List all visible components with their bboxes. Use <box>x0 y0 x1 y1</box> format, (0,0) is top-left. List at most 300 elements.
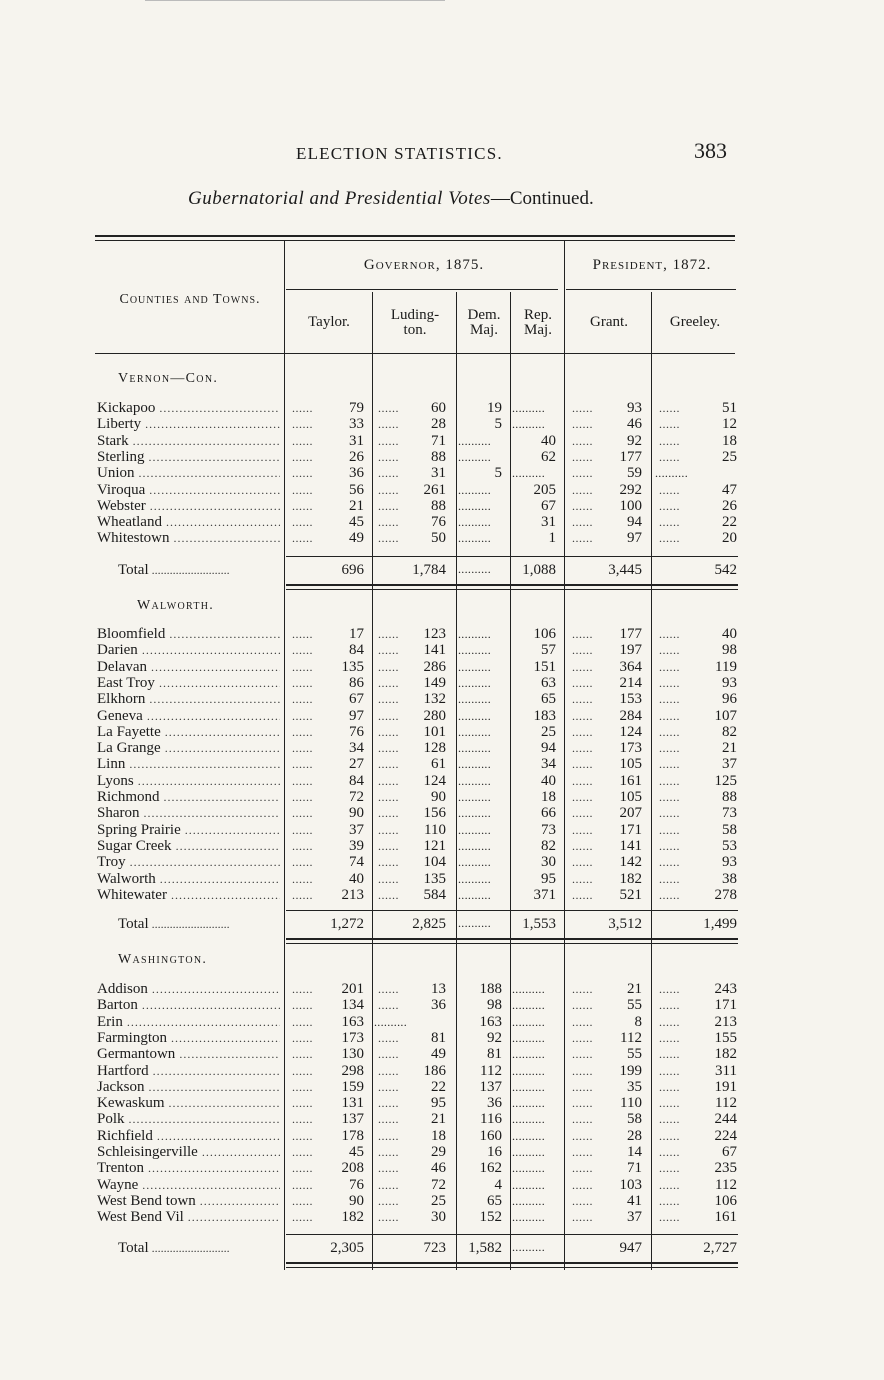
cell-ludington: ...... 88 <box>374 498 446 514</box>
cell-rep: 18 <box>541 789 556 805</box>
cell-dem: 65 <box>487 1192 502 1209</box>
cell-dem-empty: .......... <box>458 708 491 723</box>
cell-taylor: ...... 173 <box>288 1030 364 1046</box>
table-row <box>0 691 884 707</box>
cell-greeley: ...... 93 <box>655 854 737 870</box>
header-ludington-line1: Luding- <box>390 307 440 323</box>
section-end-rule <box>286 584 738 587</box>
cell-grant: ...... 28 <box>568 1128 642 1144</box>
table-row <box>0 854 884 870</box>
cell-ludington: ...... 76 <box>374 514 446 530</box>
president-header: President, 1872. <box>592 257 712 273</box>
town-name: Whitestown ..... <box>97 530 280 546</box>
cell-taylor: ...... 21 <box>288 498 364 514</box>
cell-greeley: ...... 51 <box>655 400 737 416</box>
cell-rep-empty: .......... <box>512 1096 545 1111</box>
town-name: Bloomfield ..... <box>97 626 280 642</box>
cell-ludington: ...... 28 <box>374 416 446 432</box>
cell-dem-empty: .......... <box>458 806 491 821</box>
cell-dem: 160 <box>479 1127 502 1144</box>
town-name: Germantown ..... <box>97 1046 280 1062</box>
town-name: Sharon ..... <box>97 805 280 821</box>
table-row <box>0 1030 884 1046</box>
table-row <box>0 400 884 416</box>
page-number: 383 <box>694 138 727 163</box>
cell-rep-empty: .......... <box>512 1128 545 1143</box>
cell-greeley: ...... 112 <box>655 1095 737 1111</box>
table-row <box>0 530 884 546</box>
total-row <box>0 916 884 934</box>
total-rule <box>286 1234 738 1235</box>
top-edge-rule <box>145 0 445 3</box>
cell-taylor: ...... 49 <box>288 530 364 546</box>
cell-dem-empty: .......... <box>458 627 491 641</box>
cell-dem: 92 <box>487 1029 502 1046</box>
cell-dem: 188 <box>479 981 502 997</box>
cell-taylor: ...... 86 <box>288 675 364 691</box>
cell-greeley: ...... 243 <box>655 981 737 997</box>
cell-rep: 25 <box>541 723 556 740</box>
table-row <box>0 1046 884 1062</box>
table-row <box>0 514 884 530</box>
cell-ludington: ...... 49 <box>374 1046 446 1062</box>
total-rule <box>286 556 738 557</box>
cell-ludington: ...... 72 <box>374 1177 446 1193</box>
table-row <box>0 756 884 772</box>
cell-taylor: ...... 76 <box>288 1177 364 1193</box>
cell-grant: ...... 153 <box>568 691 642 707</box>
table-row <box>0 1209 884 1225</box>
section-end-rule <box>286 1262 738 1265</box>
town-name: Union ..... <box>97 465 280 481</box>
total-dem-empty: .......... <box>458 916 491 930</box>
cell-dem-empty: .......... <box>458 531 491 546</box>
cell-rep: 73 <box>541 821 556 838</box>
governor-header: Governor, 1875. <box>363 257 485 273</box>
cell-rep-empty: .......... <box>512 401 545 415</box>
table-row <box>0 1014 884 1030</box>
cell-taylor: ...... 45 <box>288 514 364 530</box>
town-name: Addison ..... <box>97 981 280 997</box>
cell-taylor: ...... 45 <box>288 1144 364 1160</box>
cell-ludington: ...... 186 <box>374 1063 446 1079</box>
cell-greeley: ...... 73 <box>655 805 737 821</box>
table-row <box>0 1063 884 1079</box>
section-heading: Vernon—Con. <box>118 371 219 386</box>
table-row <box>0 1144 884 1160</box>
cell-greeley: ...... 93 <box>655 675 737 691</box>
cell-greeley: ...... 18 <box>655 433 737 449</box>
cell-taylor: ...... 84 <box>288 642 364 658</box>
table-row <box>0 871 884 887</box>
cell-ludington: ...... 30 <box>374 1209 446 1225</box>
town-name: Viroqua ..... <box>97 482 280 498</box>
total-ludington: 723 <box>423 1240 446 1256</box>
cell-taylor: ...... 40 <box>288 871 364 887</box>
cell-ludington: ...... 13 <box>374 981 446 997</box>
cell-rep-empty: .......... <box>512 466 545 481</box>
table-row <box>0 465 884 481</box>
cell-rep: 30 <box>541 854 556 871</box>
cell-taylor: ...... 298 <box>288 1063 364 1079</box>
town-name: East Troy ..... <box>97 675 280 691</box>
table-row <box>0 1095 884 1111</box>
town-name: Wheatland ..... <box>97 514 280 530</box>
cell-greeley: ...... 88 <box>655 789 737 805</box>
cell-rep-empty: .......... <box>512 998 545 1013</box>
table-row <box>0 642 884 658</box>
cell-ludington: ...... 286 <box>374 659 446 675</box>
cell-ludington: ...... 110 <box>374 822 446 838</box>
cell-grant: ...... 124 <box>568 724 642 740</box>
table-row <box>0 887 884 903</box>
cell-dem-empty: .......... <box>458 433 491 448</box>
cell-taylor: ...... 137 <box>288 1111 364 1127</box>
cell-dem-empty: .......... <box>458 724 491 739</box>
cell-taylor: ...... 79 <box>288 400 364 416</box>
cell-grant: ...... 14 <box>568 1144 642 1160</box>
cell-taylor: ...... 27 <box>288 756 364 772</box>
cell-ludington-empty: .......... <box>374 1014 407 1029</box>
cell-taylor: ...... 208 <box>288 1160 364 1176</box>
cell-greeley: ...... 40 <box>655 626 737 642</box>
cell-taylor: ...... 67 <box>288 691 364 707</box>
cell-taylor: ...... 72 <box>288 789 364 805</box>
town-name: Elkhorn ..... <box>97 691 280 707</box>
total-greeley: 1,499 <box>703 916 737 932</box>
total-grant: 947 <box>619 1240 642 1256</box>
cell-rep: 151 <box>533 658 556 675</box>
cell-rep-empty: .......... <box>512 1145 545 1159</box>
header-dem-line2: Maj. <box>470 322 498 338</box>
cell-dem: 5 <box>494 465 502 482</box>
cell-greeley: ...... 224 <box>655 1128 737 1144</box>
cell-greeley: ...... 67 <box>655 1144 737 1160</box>
cell-greeley: ...... 161 <box>655 1209 737 1225</box>
total-label: Total ..... <box>118 562 278 579</box>
cell-grant: ...... 171 <box>568 822 642 838</box>
cell-dem: 16 <box>487 1144 502 1160</box>
cell-ludington: ...... 156 <box>374 805 446 821</box>
cell-rep: 205 <box>533 481 556 498</box>
town-name: Trenton ..... <box>97 1160 280 1176</box>
cell-dem-empty: .......... <box>458 773 491 788</box>
town-name: Richmond ..... <box>97 789 280 805</box>
cell-greeley: ...... 82 <box>655 724 737 740</box>
header-greeley: Greeley. <box>669 314 721 330</box>
table-row <box>0 1128 884 1144</box>
cell-ludington: ...... 149 <box>374 675 446 691</box>
table-row <box>0 1079 884 1095</box>
cell-rep: 57 <box>541 642 556 659</box>
cell-greeley: ...... 21 <box>655 740 737 756</box>
cell-grant: ...... 55 <box>568 1046 642 1062</box>
cell-ludington: ...... 81 <box>374 1030 446 1046</box>
header-bottom-rule <box>95 353 735 354</box>
cell-ludington: ...... 261 <box>374 482 446 498</box>
table-row <box>0 708 884 724</box>
cell-taylor: ...... 159 <box>288 1079 364 1095</box>
table-row <box>0 433 884 449</box>
cell-grant: ...... 46 <box>568 416 642 432</box>
cell-taylor: ...... 134 <box>288 997 364 1013</box>
cell-grant: ...... 21 <box>568 981 642 997</box>
cell-greeley: ...... 47 <box>655 482 737 498</box>
cell-grant: ...... 173 <box>568 740 642 756</box>
total-taylor: 2,305 <box>330 1240 364 1256</box>
table-subtitle <box>188 188 594 210</box>
town-name: Hartford ..... <box>97 1063 280 1079</box>
cell-taylor: ...... 90 <box>288 805 364 821</box>
table-row <box>0 449 884 465</box>
table-row <box>0 498 884 514</box>
cell-rep: 67 <box>541 497 556 514</box>
cell-grant: ...... 55 <box>568 997 642 1013</box>
cell-taylor: ...... 26 <box>288 449 364 465</box>
cell-ludington: ...... 584 <box>374 887 446 903</box>
header-grant: Grant. <box>590 314 628 330</box>
cell-dem-empty: .......... <box>458 871 491 886</box>
cell-ludington: ...... 280 <box>374 708 446 724</box>
table-row <box>0 997 884 1013</box>
town-name: Wayne ..... <box>97 1177 280 1193</box>
town-name: La Fayette ..... <box>97 724 280 740</box>
cell-grant: ...... 105 <box>568 756 642 772</box>
cell-greeley: ...... 20 <box>655 530 737 546</box>
stub-header: Counties and Towns. <box>119 292 261 307</box>
cell-taylor: ...... 178 <box>288 1128 364 1144</box>
cell-grant: ...... 71 <box>568 1160 642 1176</box>
town-name: Darien ..... <box>97 642 280 658</box>
total-greeley: 2,727 <box>703 1240 737 1256</box>
cell-dem: 36 <box>487 1095 502 1112</box>
cell-ludington: ...... 46 <box>374 1160 446 1176</box>
cell-dem-empty: .......... <box>458 692 491 707</box>
cell-grant: ...... 182 <box>568 871 642 887</box>
total-ludington: 1,784 <box>412 562 446 578</box>
header-rep-line1: Rep. <box>524 307 552 323</box>
cell-greeley: ...... 119 <box>655 659 737 675</box>
town-name: Webster ..... <box>97 498 280 514</box>
town-name: Sterling ..... <box>97 449 280 465</box>
cell-dem: 163 <box>479 1013 502 1030</box>
cell-rep: 95 <box>541 870 556 887</box>
cell-dem-empty: .......... <box>458 515 491 530</box>
town-name: Delavan ..... <box>97 659 280 675</box>
section-heading: Walworth. <box>137 598 215 613</box>
town-name: Troy ..... <box>97 854 280 870</box>
cell-ludington: ...... 29 <box>374 1144 446 1160</box>
cell-rep: 62 <box>541 448 556 465</box>
cell-greeley: ...... 107 <box>655 708 737 724</box>
total-rep: 1,553 <box>522 916 556 932</box>
cell-taylor: ...... 163 <box>288 1014 364 1030</box>
cell-greeley: ...... 311 <box>655 1063 737 1079</box>
town-name: Polk ..... <box>97 1111 280 1127</box>
cell-rep-empty: .......... <box>512 1177 545 1192</box>
cell-grant: ...... 142 <box>568 854 642 870</box>
cell-ludington: ...... 31 <box>374 465 446 481</box>
cell-rep: 65 <box>541 691 556 708</box>
total-label: Total ..... <box>118 916 278 933</box>
cell-taylor: ...... 135 <box>288 659 364 675</box>
cell-greeley: ...... 125 <box>655 773 737 789</box>
cell-grant: ...... 35 <box>568 1079 642 1095</box>
table-row <box>0 773 884 789</box>
total-ludington: 2,825 <box>412 916 446 932</box>
table-row <box>0 1111 884 1127</box>
table-row <box>0 789 884 805</box>
cell-grant: ...... 94 <box>568 514 642 530</box>
cell-dem-empty: .......... <box>458 675 491 690</box>
cell-rep: 40 <box>541 432 556 449</box>
table-top-rule <box>95 235 735 238</box>
cell-grant: ...... 100 <box>568 498 642 514</box>
cell-ludington: ...... 132 <box>374 691 446 707</box>
cell-dem: 137 <box>479 1078 502 1095</box>
cell-greeley: ...... 38 <box>655 871 737 887</box>
cell-rep: 31 <box>541 514 556 531</box>
cell-dem-empty: .......... <box>458 757 491 772</box>
total-taylor: 1,272 <box>330 916 364 932</box>
cell-ludington: ...... 141 <box>374 642 446 658</box>
cell-rep: 94 <box>541 740 556 757</box>
town-name: Sugar Creek ..... <box>97 838 280 854</box>
total-rep-empty: .......... <box>512 1240 545 1254</box>
town-name: Geneva ..... <box>97 708 280 724</box>
cell-grant: ...... 199 <box>568 1063 642 1079</box>
cell-taylor: ...... 201 <box>288 981 364 997</box>
cell-taylor: ...... 17 <box>288 626 364 642</box>
cell-taylor: ...... 84 <box>288 773 364 789</box>
cell-dem: 112 <box>480 1062 502 1079</box>
cell-grant: ...... 364 <box>568 659 642 675</box>
president-group-rule <box>566 289 736 290</box>
cell-ludington: ...... 88 <box>374 449 446 465</box>
cell-ludington: ...... 36 <box>374 997 446 1013</box>
cell-ludington: ...... 95 <box>374 1095 446 1111</box>
cell-grant: ...... 97 <box>568 530 642 546</box>
header-dem-line1: Dem. <box>467 307 501 323</box>
cell-dem-empty: .......... <box>458 659 491 674</box>
cell-ludington: ...... 135 <box>374 871 446 887</box>
cell-grant: ...... 292 <box>568 482 642 498</box>
town-name: West Bend town ..... <box>97 1193 280 1209</box>
town-name: Spring Prairie ..... <box>97 822 280 838</box>
cell-rep: 63 <box>541 674 556 691</box>
cell-greeley: ...... 53 <box>655 838 737 854</box>
cell-greeley: ...... 278 <box>655 887 737 903</box>
subtitle-rest: —Continued. <box>490 188 594 209</box>
cell-grant: ...... 105 <box>568 789 642 805</box>
cell-greeley: ...... 25 <box>655 449 737 465</box>
header-rep-line2: Maj. <box>524 322 552 338</box>
header-rep-maj <box>512 308 564 338</box>
total-label: Total ..... <box>118 1240 278 1257</box>
cell-grant: ...... 521 <box>568 887 642 903</box>
section-end-rule <box>286 938 738 941</box>
table-row <box>0 626 884 642</box>
cell-dem-empty: .......... <box>458 838 491 853</box>
table-row <box>0 482 884 498</box>
cell-grant: ...... 41 <box>568 1193 642 1209</box>
total-dem: 1,582 <box>468 1240 502 1256</box>
total-dem-empty: .......... <box>458 562 491 576</box>
cell-greeley: ...... 244 <box>655 1111 737 1127</box>
cell-taylor: ...... 37 <box>288 822 364 838</box>
cell-grant: ...... 59 <box>568 465 642 481</box>
cell-ludington: ...... 71 <box>374 433 446 449</box>
cell-grant: ...... 58 <box>568 1111 642 1127</box>
cell-rep-empty: .......... <box>512 1079 545 1094</box>
town-name: Farmington ..... <box>97 1030 280 1046</box>
cell-grant: ...... 161 <box>568 773 642 789</box>
cell-ludington: ...... 60 <box>374 400 446 416</box>
cell-grant: ...... 8 <box>568 1014 642 1030</box>
cell-rep-empty: .......... <box>512 417 545 432</box>
header-taylor: Taylor. <box>308 314 350 330</box>
cell-taylor: ...... 34 <box>288 740 364 756</box>
cell-dem: 98 <box>487 997 502 1014</box>
cell-rep: 106 <box>533 626 556 642</box>
total-row <box>0 1240 884 1258</box>
cell-grant: ...... 197 <box>568 642 642 658</box>
cell-dem-empty: .......... <box>458 887 491 902</box>
cell-ludington: ...... 61 <box>374 756 446 772</box>
cell-dem-empty: .......... <box>458 790 491 804</box>
cell-grant: ...... 177 <box>568 626 642 642</box>
running-head: ELECTION STATISTICS. <box>296 144 503 163</box>
cell-greeley: ...... 26 <box>655 498 737 514</box>
table-row <box>0 1193 884 1209</box>
header-dem-maj <box>458 308 510 338</box>
cell-dem: 81 <box>487 1046 502 1063</box>
table-row <box>0 416 884 432</box>
cell-greeley: ...... 106 <box>655 1193 737 1209</box>
cell-greeley: ...... 22 <box>655 514 737 530</box>
cell-grant: ...... 207 <box>568 805 642 821</box>
cell-taylor: ...... 36 <box>288 465 364 481</box>
cell-grant: ...... 284 <box>568 708 642 724</box>
cell-grant: ...... 112 <box>568 1030 642 1046</box>
town-name: Richfield ..... <box>97 1128 280 1144</box>
cell-greeley: ...... 191 <box>655 1079 737 1095</box>
cell-dem-empty: .......... <box>458 855 491 870</box>
table-row <box>0 1177 884 1193</box>
town-name: La Grange ..... <box>97 740 280 756</box>
town-name: Kewaskum ..... <box>97 1095 280 1111</box>
cell-rep-empty: .......... <box>512 1014 545 1029</box>
cell-ludington: ...... 18 <box>374 1128 446 1144</box>
cell-rep: 1 <box>548 530 556 547</box>
town-name: West Bend Vil ..... <box>97 1209 280 1225</box>
cell-ludington: ...... 121 <box>374 838 446 854</box>
cell-grant: ...... 37 <box>568 1209 642 1225</box>
total-rule <box>286 910 738 911</box>
cell-rep-empty: .......... <box>512 1210 545 1225</box>
cell-dem-empty: .......... <box>458 449 491 464</box>
cell-greeley: ...... 112 <box>655 1177 737 1193</box>
cell-dem: 5 <box>494 416 502 433</box>
table-row <box>0 724 884 740</box>
cell-taylor: ...... 130 <box>288 1046 364 1062</box>
town-name: Schleisingerville ..... <box>97 1144 280 1160</box>
cell-taylor: ...... 39 <box>288 838 364 854</box>
cell-rep: 183 <box>533 707 556 724</box>
cell-taylor: ...... 182 <box>288 1209 364 1225</box>
table-row <box>0 838 884 854</box>
cell-rep-empty: .......... <box>512 982 545 996</box>
